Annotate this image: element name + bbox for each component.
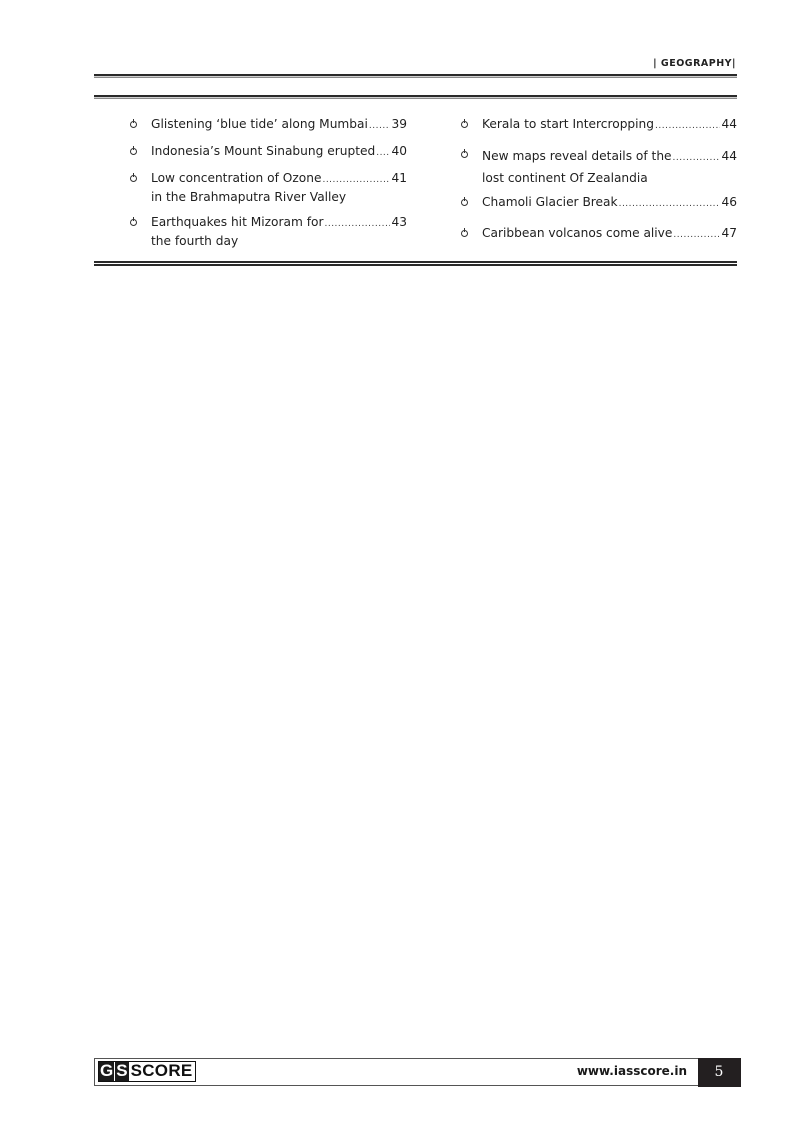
toc-rule-top [94,95,737,99]
logo-text: SCORE [130,1061,193,1080]
toc-item-page: 40 [391,144,407,158]
bullet-icon [461,230,468,237]
toc-item-page: 47 [721,226,737,240]
toc-item-title: Low concentration of Ozone [151,171,322,185]
toc-item[interactable] [130,116,407,135]
toc-item-page: 43 [391,215,407,229]
toc-item-continuation: lost continent Of Zealandia [482,170,648,185]
toc-item-title: Kerala to start Intercropping [482,117,655,131]
toc-column-left [130,116,407,258]
bullet-icon [130,121,137,128]
header-rule-top [94,74,737,78]
leader-dots [376,145,390,162]
page-number: 5 [698,1058,741,1087]
toc-item[interactable] [461,116,737,136]
toc-item[interactable] [130,170,407,206]
toc-item-page: 39 [391,117,407,131]
logo-letter-g: G [100,1061,114,1080]
toc-item[interactable] [461,225,737,245]
bullet-icon [130,148,137,155]
leader-dots [673,148,721,168]
toc-item-title: Chamoli Glacier Break [482,194,618,209]
toc-item-title: Glistening ‘blue tide’ along Mumbai [151,117,368,131]
toc-rule-bottom [94,261,737,266]
bullet-icon [461,199,468,206]
bullet-icon [461,151,468,158]
leader-dots [673,227,720,245]
toc-item[interactable] [130,214,407,250]
toc-column-right [461,116,737,253]
toc-item-page: 44 [721,117,737,131]
gsscore-logo [98,1061,196,1082]
toc-item[interactable] [461,146,737,188]
toc-item-title: New maps reveal details of the [482,148,672,163]
toc-item-title: Caribbean volcanos come alive [482,226,673,240]
bullet-icon [130,175,137,182]
leader-dots [369,118,391,135]
leader-dots [322,172,390,189]
toc-item[interactable] [461,194,737,214]
toc-item-page: 41 [391,171,407,185]
toc-item-page: 46 [721,194,737,209]
page-footer [94,1058,740,1086]
bullet-icon [130,219,137,226]
toc-item[interactable] [130,143,407,162]
website-link[interactable]: www.iasscore.in [576,1064,687,1078]
leader-dots [619,196,721,214]
toc-item-page: 44 [721,148,737,163]
leader-dots [655,118,720,136]
toc-item-continuation: in the Brahmaputra River Valley [151,190,347,204]
leader-dots [324,216,390,233]
toc-item-title: Indonesia’s Mount Sinabung erupted [151,144,376,158]
toc-item-continuation: the fourth day [151,234,239,248]
toc-item-title: Earthquakes hit Mizoram for [151,215,324,229]
logo-letter-s: S [116,1061,128,1080]
section-label: | GEOGRAPHY| [653,58,736,69]
bullet-icon [461,121,468,128]
